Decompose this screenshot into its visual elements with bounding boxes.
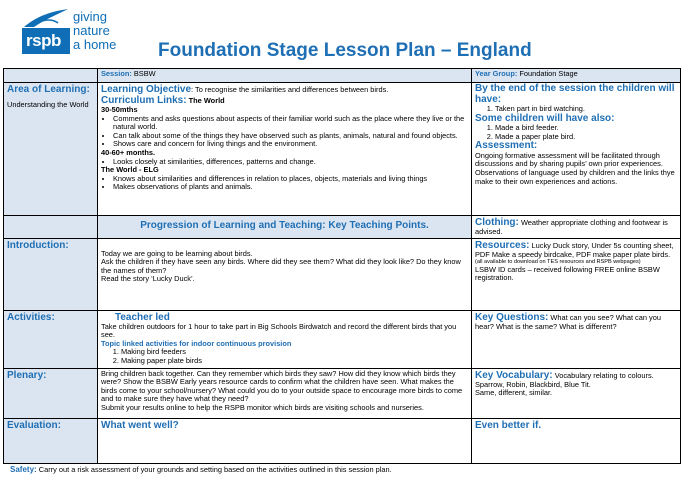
page-title: Foundation Stage Lesson Plan – England: [158, 40, 532, 61]
rspb-logo: rspb: [22, 28, 70, 54]
activities-label-cell: Activities:: [4, 310, 98, 368]
blank-cell: [4, 69, 98, 83]
key-questions-cell: Key Questions: What can you see? What can you hear? What is the same? What is different?: [472, 310, 681, 368]
evaluation-label-cell: Evaluation:: [4, 418, 98, 463]
introduction-cell: Today we are going to be learning about birds. Ask the children if they have seen any birds. Where did they see them? What did they look like? Do they know the names of them? Read the story ‘Lucky Duck’.: [98, 238, 472, 310]
header: [0, 0, 683, 66]
safety-note: Safety: Carry out a risk assessment of your grounds and setting based on the activities outlined in this session plan.: [10, 465, 392, 474]
objective-cell: Learning Objective: To recognise the similarities and differences between birds. Curriculum Links: The World 30-50mths • Comments and asks questions about aspects of their familiar world such as the place where they live or the natural world. • Can talk about some of the things they have observed such as plants, animals, natural and found objects. • Shows care and concern for living things and the environment. 40-60+ months. • Looks closely at similarities, differences, patterns and change. The World - ELG • Knows about similarities and differences in relation to places, objects, materials and living things • Makes observations of plants and animals.: [98, 83, 472, 216]
activities-cell: Teacher led Take children outdoors for 1 hour to take part in Big Schools Birdwatch and record the different birds that you see. Topic linked activities for indoor continuous provision 1. Making bird feeders 2. Making paper plate birds: [98, 310, 472, 368]
lesson-plan-table: [3, 68, 681, 464]
even-better-cell: Even better if.: [472, 418, 681, 463]
area-cell: Area of Learning: Understanding the World: [4, 83, 98, 216]
progression-cell: Progression of Learning and Teaching: Key Teaching Points.: [98, 216, 472, 239]
blank-cell: [4, 216, 98, 239]
introduction-label-cell: Introduction:: [4, 238, 98, 310]
resources-cell: Resources: Lucky Duck story, Under 5s counting sheet, PDF Make a speedy birdcake, PDF make paper plate birds. (all available to download on TES resources and RSPB webpages) LSBW ID cards – received following FREE online BSBW registration.: [472, 238, 681, 310]
outcomes-cell: By the end of the session the children will have: 1. Taken part in bird watching. Some children will have also: 1. Made a bird feeder. 2. Made a paper plate bird. Assessment: Ongoing formative assessment will be facilitated through discussions and by sharing pupils’ own prior experiences. Observations of language used by children and the links thye make to their own experiences and actions.: [472, 83, 681, 216]
went-well-cell: What went well?: [98, 418, 472, 463]
year-group-cell: Year Group: Foundation Stage: [472, 69, 681, 83]
logo-tagline: giving nature a home: [73, 9, 117, 52]
plenary-cell: Bring children back together. Can they remember which birds they saw? How did they know which birds they were? Show the BSBW Early years resource cards to confirm what the children have seen. What makes the birds come to your school/nursery? What could you do to your outside space to encourage more birds to come and to make sure they have what they need? Submit your results online to help the RSPB monitor which birds are visiting schools and nurseries.: [98, 368, 472, 418]
bird-logo-icon: [22, 7, 70, 29]
clothing-cell: Clothing: Weather appropriate clothing and footwear is advised.: [472, 216, 681, 239]
session-cell: Session: BSBW: [98, 69, 472, 83]
plenary-label-cell: Plenary:: [4, 368, 98, 418]
key-vocabulary-cell: Key Vocabulary: Vocabulary relating to colours. Sparrow, Robin, Blackbird, Blue Tit. Same, different, similar.: [472, 368, 681, 418]
